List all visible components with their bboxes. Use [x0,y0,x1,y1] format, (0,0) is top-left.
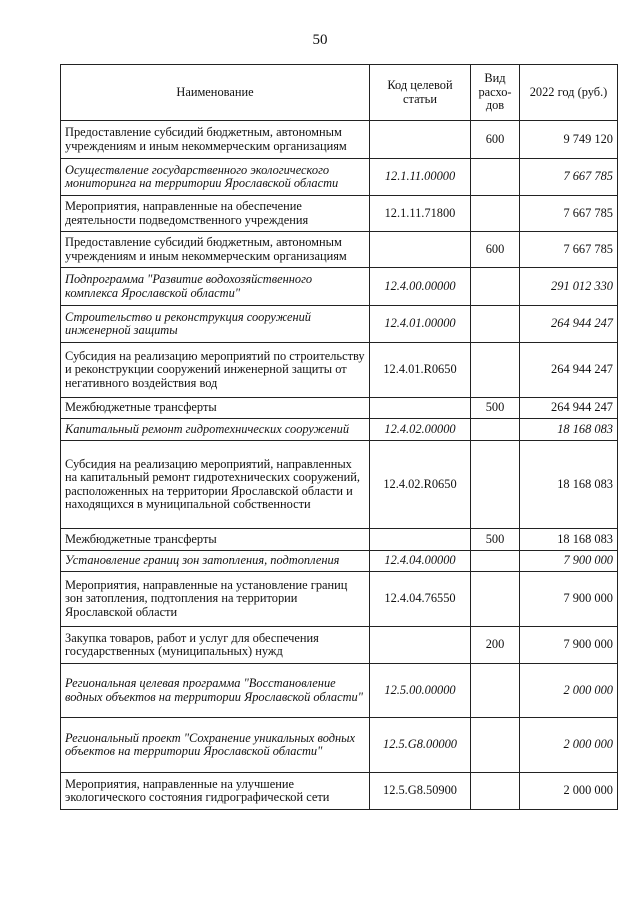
cell-amount: 18 168 083 [520,441,618,529]
table-row [61,398,618,419]
cell-name: Мероприятия, направленные на обеспечение деятельности подведомственного учреждения [61,196,370,232]
cell-amount: 9 749 120 [520,121,618,159]
cell-code [370,232,471,268]
cell-name: Предоставление субсидий бюджетным, автономным учреждениям и иным некоммерческим организациям [61,232,370,268]
cell-amount: 7 667 785 [520,196,618,232]
cell-kind [471,268,520,306]
cell-code [370,121,471,159]
table-row [61,121,618,159]
cell-code: 12.5.G8.00000 [370,718,471,773]
cell-name: Закупка товаров, работ и услуг для обеспечения государственных (муниципальных) нужд [61,627,370,664]
cell-amount: 2 000 000 [520,773,618,810]
cell-kind [471,306,520,343]
table-header-row [61,65,618,121]
header-name: Наименование [61,65,370,121]
table-row [61,718,618,773]
table-row [61,773,618,810]
header-code: Код целевой статьи [370,65,471,121]
cell-amount: 7 900 000 [520,572,618,627]
table-row [61,306,618,343]
cell-name: Строительство и реконструкция сооружений инженерной защиты [61,306,370,343]
cell-amount: 7 667 785 [520,159,618,196]
cell-kind: 500 [471,398,520,419]
cell-code: 12.4.04.00000 [370,551,471,572]
table-row [61,159,618,196]
cell-code: 12.1.11.00000 [370,159,471,196]
cell-amount: 2 000 000 [520,664,618,718]
table-row [61,196,618,232]
table-row [61,268,618,306]
cell-name: Субсидия на реализацию мероприятий по строительству и реконструкции сооружений инженерной защиты от негативного воздействия вод [61,343,370,398]
table-row [61,551,618,572]
cell-amount: 7 900 000 [520,627,618,664]
cell-kind [471,159,520,196]
cell-kind: 600 [471,232,520,268]
cell-name: Капитальный ремонт гидротехнических сооружений [61,419,370,441]
cell-code: 12.4.01.R0650 [370,343,471,398]
cell-kind [471,718,520,773]
cell-code: 12.1.11.71800 [370,196,471,232]
cell-name: Субсидия на реализацию мероприятий, направленных на капитальный ремонт гидротехнических сооружений, расположенных на территории Ярославской области и находящихся в муниципальной собственности [61,441,370,529]
cell-kind: 500 [471,529,520,551]
cell-name: Установление границ зон затопления, подтопления [61,551,370,572]
cell-kind [471,441,520,529]
table-row [61,664,618,718]
cell-amount: 7 667 785 [520,232,618,268]
cell-code: 12.4.00.00000 [370,268,471,306]
cell-kind [471,343,520,398]
budget-table [60,64,618,810]
cell-kind [471,773,520,810]
table-row [61,343,618,398]
cell-name: Межбюджетные трансферты [61,529,370,551]
cell-amount: 2 000 000 [520,718,618,773]
cell-code: 12.4.04.76550 [370,572,471,627]
cell-kind [471,196,520,232]
header-kind: Вид расхо-дов [471,65,520,121]
cell-code: 12.4.01.00000 [370,306,471,343]
cell-code: 12.4.02.R0650 [370,441,471,529]
cell-code: 12.5.G8.50900 [370,773,471,810]
table-row [61,232,618,268]
cell-code [370,398,471,419]
cell-name: Мероприятия, направленные на улучшение экологического состояния гидрографической сети [61,773,370,810]
cell-code [370,627,471,664]
table-row [61,529,618,551]
cell-kind [471,551,520,572]
cell-kind [471,572,520,627]
cell-kind [471,664,520,718]
cell-name: Региональная целевая программа "Восстановление водных объектов на территории Ярославской области" [61,664,370,718]
cell-name: Предоставление субсидий бюджетным, автономным учреждениям и иным некоммерческим организациям [61,121,370,159]
cell-kind: 200 [471,627,520,664]
cell-name: Региональный проект "Сохранение уникальных водных объектов на территории Ярославской области" [61,718,370,773]
cell-kind: 600 [471,121,520,159]
cell-code [370,529,471,551]
table-row [61,441,618,529]
cell-amount: 264 944 247 [520,306,618,343]
cell-name: Подпрограмма "Развитие водохозяйственного комплекса Ярославской области" [61,268,370,306]
page-number: 50 [312,32,328,48]
cell-amount: 264 944 247 [520,398,618,419]
header-year: 2022 год (руб.) [520,65,618,121]
cell-name: Межбюджетные трансферты [61,398,370,419]
cell-amount: 7 900 000 [520,551,618,572]
cell-amount: 18 168 083 [520,419,618,441]
cell-name: Осуществление государственного экологического мониторинга на территории Ярославской области [61,159,370,196]
table-row [61,572,618,627]
cell-code: 12.5.00.00000 [370,664,471,718]
cell-code: 12.4.02.00000 [370,419,471,441]
cell-name: Мероприятия, направленные на установление границ зон затопления, подтопления на территории Ярославской области [61,572,370,627]
table-row [61,419,618,441]
cell-amount: 18 168 083 [520,529,618,551]
table-row [61,627,618,664]
cell-amount: 264 944 247 [520,343,618,398]
cell-kind [471,419,520,441]
cell-amount: 291 012 330 [520,268,618,306]
